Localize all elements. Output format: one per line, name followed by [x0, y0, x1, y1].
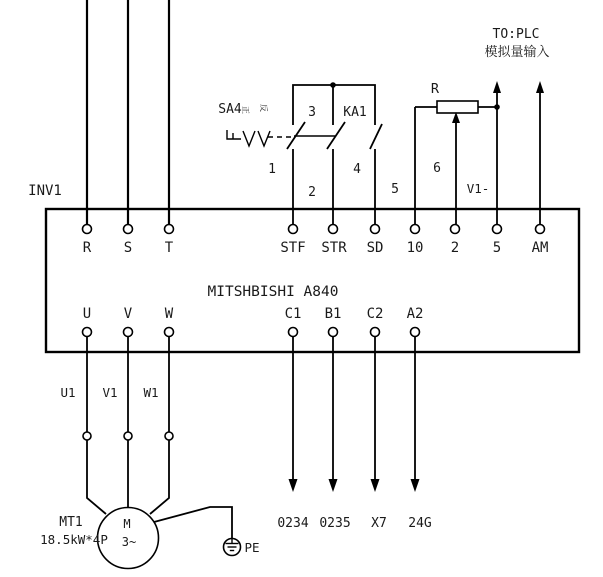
terminal-label-5: 5	[492, 240, 502, 256]
inverter-tag: INV1	[28, 183, 62, 199]
wire-number-5: 5	[391, 182, 399, 197]
output-arrowhead-3	[371, 479, 380, 492]
terminal-label-b1: B1	[324, 306, 342, 322]
wire-number-6: 6	[433, 161, 441, 176]
motor-tag: MT1	[59, 515, 83, 530]
wire-number-4: 4	[353, 162, 361, 177]
bottom-terminal-circles	[83, 328, 420, 353]
motor-phase: 3~	[121, 535, 137, 549]
output-arrowhead-2	[329, 479, 338, 492]
sa4-tag: SA4	[218, 102, 242, 117]
inverter-box	[28, 183, 579, 352]
terminal-label-s: S	[123, 240, 133, 256]
top-terminal-circles	[83, 225, 545, 234]
selector-switch-sa4	[218, 102, 345, 149]
terminal-label-u: U	[82, 306, 92, 322]
motor-rating: 18.5kW*4P	[40, 532, 108, 547]
terminal-label-v: V	[123, 306, 133, 322]
connector-v1	[124, 432, 132, 440]
connector-w1	[165, 432, 173, 440]
plc-note-line1: TO:PLC	[492, 27, 540, 42]
bottom-terminal-labels	[83, 306, 424, 322]
plc-arrowhead-2	[536, 81, 544, 93]
analog-signal-label: V1-	[466, 181, 490, 196]
relay-contact-ka1	[343, 105, 382, 149]
sa4-position-label-2: 反	[259, 104, 268, 112]
relay-output-wires	[277, 352, 432, 531]
motor-letter: M	[123, 517, 131, 531]
terminal-label-c2: C2	[366, 306, 384, 322]
terminal-label-str: STR	[321, 240, 347, 256]
motor-wire-label-v1: V1	[102, 385, 118, 400]
output-label-0235: 0235	[319, 516, 351, 531]
sa4-position-label-1: 正	[241, 106, 250, 114]
ka1-blade	[370, 124, 382, 149]
output-label-x7: X7	[371, 516, 387, 531]
plc-analog-arrows	[493, 81, 544, 107]
potentiometer-r	[415, 81, 500, 123]
pe-label: PE	[244, 540, 260, 555]
wire-number-1: 1	[268, 162, 276, 177]
switch-position-mark-2	[258, 131, 270, 146]
terminal-label-10: 10	[406, 240, 424, 256]
motor-wire-label-w1: W1	[143, 385, 159, 400]
terminal-label-sd: SD	[366, 240, 384, 256]
connector-u1	[83, 432, 91, 440]
terminal-label-a2: A2	[406, 306, 424, 322]
motor-wire-label-u1: U1	[60, 385, 76, 400]
switch-position-mark-1	[243, 131, 255, 146]
terminal-label-c1: C1	[284, 306, 302, 322]
plc-note-line2: 模拟量输入	[484, 45, 550, 60]
terminal-label-2: 2	[450, 240, 460, 256]
terminal-label-stf: STF	[280, 240, 306, 256]
earth-ground-icon	[224, 539, 241, 556]
wire-number-2: 2	[308, 185, 316, 200]
terminal-label-w: W	[164, 306, 174, 322]
wire-number-3: 3	[308, 105, 316, 120]
terminal-label-am: AM	[531, 240, 549, 256]
three-phase-input-wires	[87, 0, 169, 224]
potentiometer-body	[437, 101, 478, 113]
terminal-label-r: R	[82, 240, 92, 256]
output-arrowhead-1	[289, 479, 298, 492]
output-label-0234: 0234	[277, 516, 309, 531]
plc-note	[484, 27, 549, 60]
control-wires	[293, 92, 540, 224]
top-terminal-labels	[83, 240, 549, 256]
switch-handle-icon	[227, 130, 241, 139]
protective-earth	[154, 507, 260, 556]
motor-feed-wires	[60, 352, 173, 514]
output-label-24g: 24G	[408, 516, 432, 531]
inverter-model: MITSHBISHI A840	[207, 284, 339, 300]
potentiometer-tag: R	[430, 81, 440, 97]
output-arrowhead-4	[411, 479, 420, 492]
terminal-label-t: T	[164, 240, 174, 256]
ka1-tag: KA1	[343, 105, 367, 120]
junction-dot-loop	[330, 82, 336, 88]
motor-symbol	[40, 508, 158, 569]
plc-arrowhead-1	[493, 81, 501, 93]
